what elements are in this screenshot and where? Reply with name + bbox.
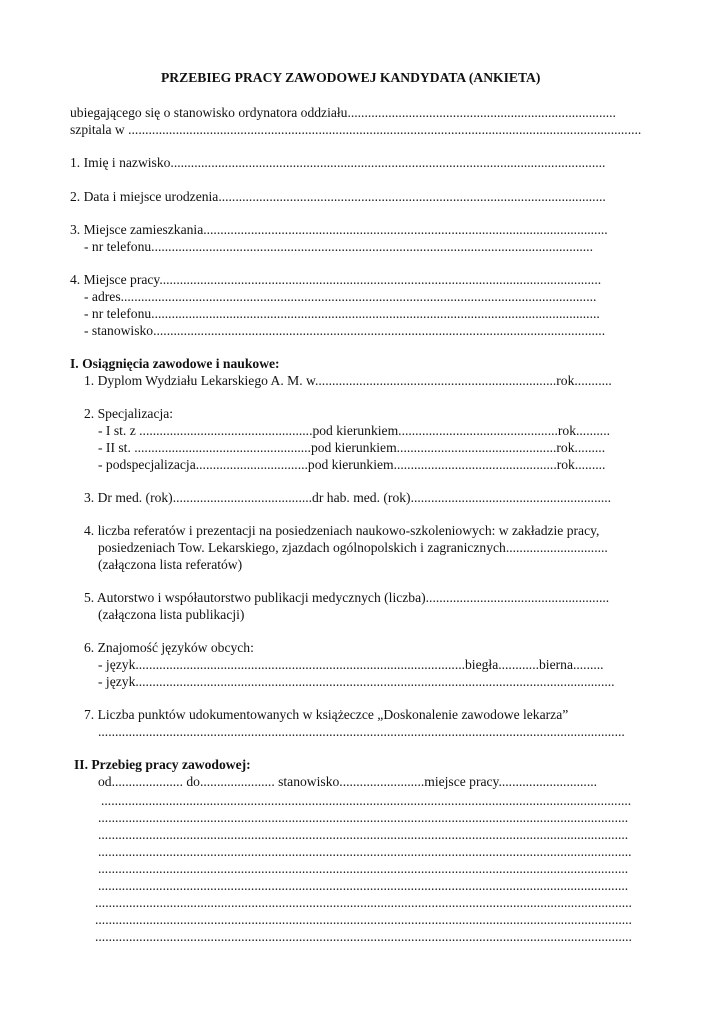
field-presentations-line2: posiedzeniach Tow. Lekarskiego, zjazdach ogólnopolskich i zagranicznych.............................. bbox=[98, 540, 608, 555]
section-1-heading: I. Osiągnięcia zawodowe i naukowe: bbox=[70, 356, 280, 371]
field-residence: 3. Miejsce zamieszkania....................................................................................................................... bbox=[70, 222, 608, 237]
field-workplace: 4. Miejsce pracy.................................................................................................................................. bbox=[70, 272, 602, 287]
career-dots-line: .............................................................................................................................................................. bbox=[95, 895, 632, 910]
field-residence-phone: - nr telefonu.................................................................................................................................. bbox=[84, 239, 593, 254]
field-subspecialization: - podspecjalizacja.................................pod kierunkiem................................................rok......... bbox=[98, 457, 606, 472]
field-publications: 5. Autorstwo i współautorstwo publikacji medycznych (liczba)...................................................... bbox=[84, 590, 610, 605]
intro-position-line: ubiegającego się o stanowisko ordynatora oddziału............................................................................... bbox=[70, 105, 616, 120]
career-dots-line: ............................................................................................................................................................ bbox=[98, 810, 629, 825]
field-degrees: 3. Dr med. (rok).........................................dr hab. med. (rok)........................................................... bbox=[84, 490, 612, 505]
field-diploma: 1. Dyplom Wydziału Lekarskiego A. M. w.......................................................................rok........... bbox=[84, 373, 612, 388]
career-dots-line: .............................................................................................................................................................. bbox=[95, 912, 632, 927]
field-workplace-phone: - nr telefonu.................................................................................................................................... bbox=[84, 306, 600, 321]
field-points: 7. Liczba punktów udokumentowanych w książeczce „Doskonalenie zawodowe lekarza” bbox=[84, 707, 569, 722]
field-specialization-label: 2. Specjalizacja: bbox=[84, 406, 174, 421]
career-dots-line: ............................................................................................................................................................ bbox=[98, 878, 629, 893]
career-dots-line: ............................................................................................................................................................ bbox=[98, 827, 629, 842]
field-language-2: - język............................................................................................................................................. bbox=[98, 674, 615, 689]
career-row: od..................... do...................... stanowisko.........................miejsce pracy............................. bbox=[98, 774, 598, 789]
career-dots-line: ............................................................................................................................................................. bbox=[98, 844, 632, 859]
field-name: 1. Imię i nazwisko................................................................................................................................ bbox=[70, 155, 606, 170]
field-points-dots: ........................................................................................................................................................... bbox=[98, 724, 625, 739]
field-workplace-address: - adres............................................................................................................................................ bbox=[84, 289, 597, 304]
document-title: PRZEBIEG PRACY ZAWODOWEJ KANDYDATA (ANKIETA) bbox=[161, 70, 541, 85]
career-dots-line: .............................................................................................................................................................. bbox=[95, 929, 632, 944]
intro-hospital-line: szpitala w ....................................................................................................................................................... bbox=[70, 122, 642, 137]
field-publications-note: (załączona lista publikacji) bbox=[98, 607, 245, 622]
field-birth: 2. Data i miejsce urodzenia.................................................................................................................. bbox=[70, 189, 606, 204]
career-dots-line: ............................................................................................................................................................ bbox=[101, 793, 632, 808]
career-dots-line: ............................................................................................................................................................ bbox=[98, 861, 629, 876]
field-language-1: - język.................................................................................................biegła............bierna......... bbox=[98, 657, 604, 672]
field-workplace-position: - stanowisko..................................................................................................................................... bbox=[84, 323, 606, 338]
field-presentations-note: (załączona lista referatów) bbox=[98, 557, 243, 572]
section-2-heading: II. Przebieg pracy zawodowej: bbox=[74, 757, 251, 772]
field-presentations-line1: 4. liczba referatów i prezentacji na posiedzeniach naukowo-szkoleniowych: w zakładzie pracy, bbox=[84, 523, 600, 538]
field-specialization-2: - II st. ....................................................pod kierunkiem...............................................rok......... bbox=[98, 440, 606, 455]
field-languages-label: 6. Znajomość języków obcych: bbox=[84, 640, 254, 655]
field-specialization-1: - I st. z ...................................................pod kierunkiem...............................................rok.......... bbox=[98, 423, 610, 438]
